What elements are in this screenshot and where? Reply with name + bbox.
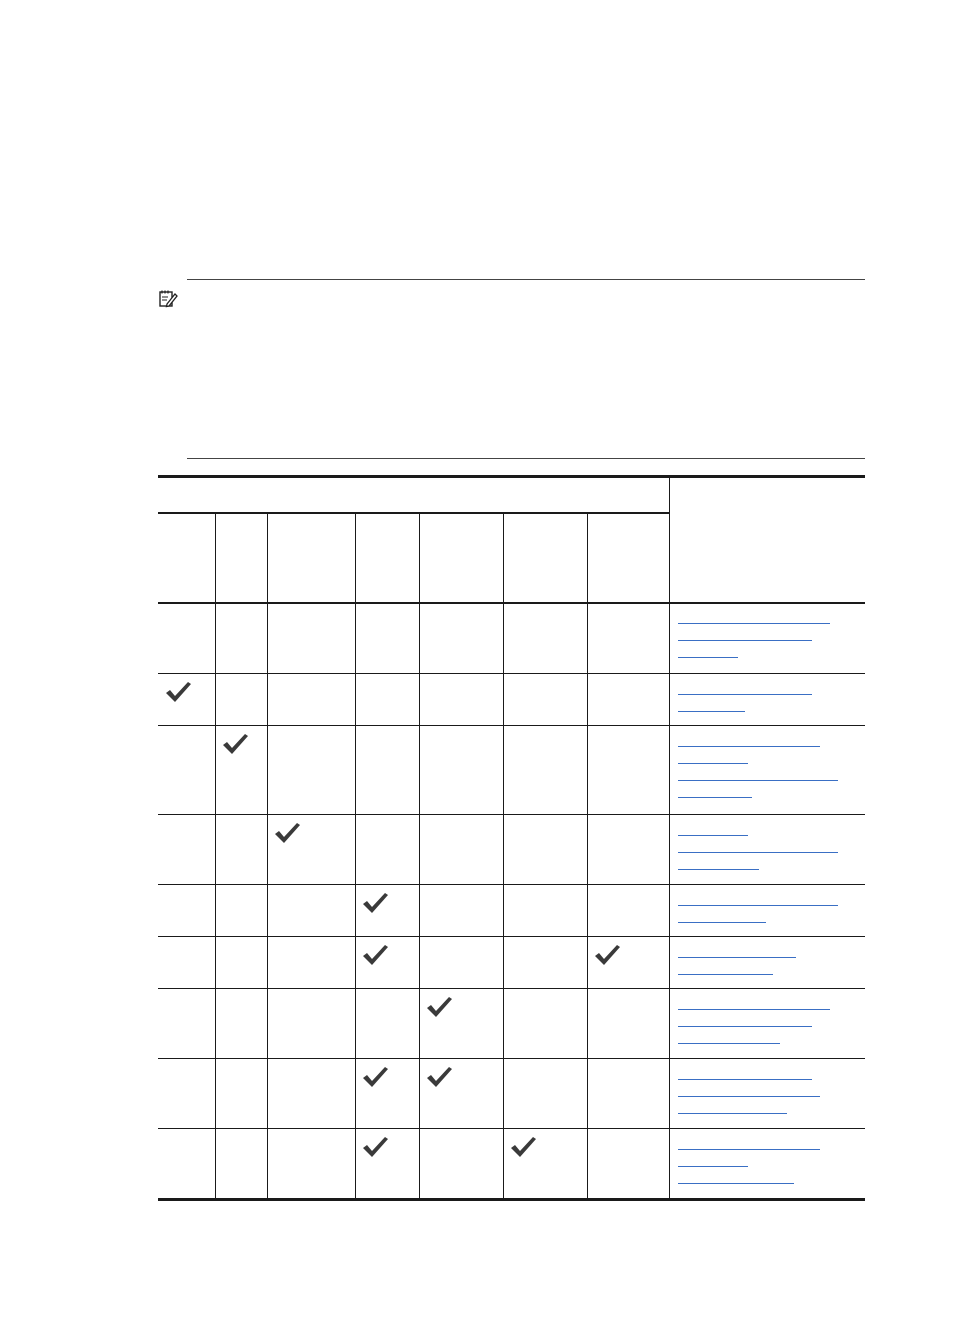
table-column-divider (267, 514, 268, 1199)
table-column-divider (215, 514, 216, 1199)
reference-link[interactable] (678, 1079, 858, 1130)
link-underline[interactable] (678, 1096, 820, 1097)
link-underline[interactable] (678, 1026, 812, 1027)
checkmark-icon (425, 996, 453, 1018)
checkmark-icon (593, 944, 621, 966)
table-column-divider (503, 514, 504, 1199)
checkmark-icon (425, 1066, 453, 1088)
reference-link[interactable] (678, 835, 858, 886)
feature-matrix-table (158, 475, 865, 1201)
note-rule-top (187, 279, 865, 280)
table-column-divider (355, 514, 356, 1199)
link-underline[interactable] (678, 1009, 830, 1010)
checkmark-icon (361, 944, 389, 966)
link-underline[interactable] (678, 1166, 748, 1167)
link-underline[interactable] (678, 657, 738, 658)
table-column-divider (419, 514, 420, 1199)
link-underline[interactable] (678, 835, 748, 836)
link-underline[interactable] (678, 1149, 820, 1150)
note-rule-bottom (187, 458, 865, 459)
reference-link[interactable] (678, 1009, 858, 1060)
checkmark-icon (164, 681, 192, 703)
checkmark-icon (273, 822, 301, 844)
link-underline[interactable] (678, 922, 766, 923)
table-row-separator (158, 814, 865, 815)
table-column-divider (669, 478, 670, 1199)
link-underline[interactable] (678, 797, 752, 798)
link-underline[interactable] (678, 905, 838, 906)
link-underline[interactable] (678, 694, 812, 695)
reference-link[interactable] (678, 905, 858, 939)
reference-link[interactable] (678, 694, 858, 728)
checkmark-icon (361, 1136, 389, 1158)
link-underline[interactable] (678, 957, 796, 958)
checkmark-icon (509, 1136, 537, 1158)
reference-link[interactable] (678, 623, 858, 674)
link-underline[interactable] (678, 623, 830, 624)
link-underline[interactable] (678, 746, 820, 747)
link-underline[interactable] (678, 1043, 780, 1044)
checkmark-icon (361, 1066, 389, 1088)
reference-link[interactable] (678, 957, 858, 991)
link-underline[interactable] (678, 763, 748, 764)
checkmark-icon (221, 733, 249, 755)
link-underline[interactable] (678, 974, 773, 975)
table-group-header-rule (158, 512, 669, 514)
table-header-rule (158, 602, 865, 604)
link-underline[interactable] (678, 780, 838, 781)
reference-link[interactable] (678, 1149, 858, 1200)
link-underline[interactable] (678, 640, 812, 641)
link-underline[interactable] (678, 852, 838, 853)
reference-link[interactable] (678, 746, 858, 814)
table-column-divider (587, 514, 588, 1199)
link-underline[interactable] (678, 1079, 812, 1080)
link-underline[interactable] (678, 1113, 787, 1114)
link-underline[interactable] (678, 711, 745, 712)
link-underline[interactable] (678, 869, 759, 870)
checkmark-icon (361, 892, 389, 914)
link-underline[interactable] (678, 1183, 794, 1184)
table-top-rule (158, 475, 865, 478)
note-pad-pencil-icon (158, 289, 178, 309)
